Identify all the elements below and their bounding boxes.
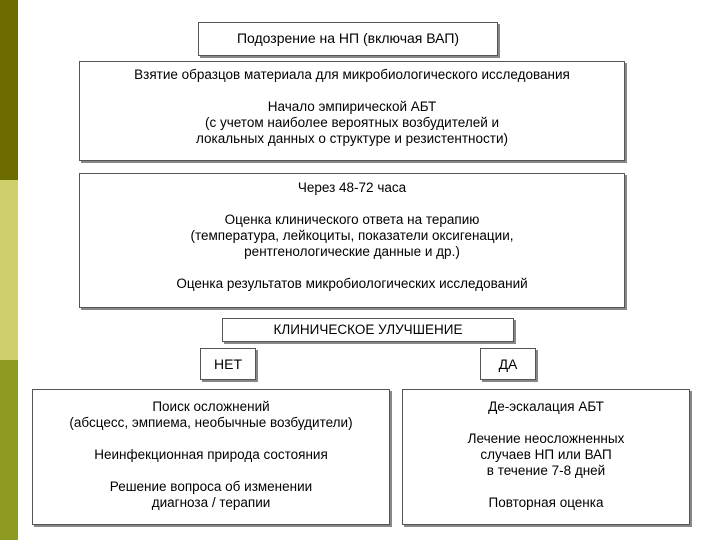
timing-text: Через 48-72 часа [297,180,407,195]
treatment-text-2: случаев НП или ВАП [480,447,612,462]
empiric-abt-note-2: локальных данных о структуре и резистентности) [196,131,508,146]
decor-stripe-middle [0,180,18,360]
clinical-response-title: Оценка клинического ответа на терапию [224,212,480,227]
decor-stripe-top [0,0,18,180]
complications-title: Поиск осложнений [152,399,270,414]
revision-text-1: Решение вопроса об изменении [109,479,313,494]
clinical-response-params-2: рентгенологические данные и др.) [244,244,460,259]
de-escalation-box [402,389,690,525]
decor-stripe-bottom [0,360,18,540]
yes-box [480,348,536,380]
revision-text-2: диагноза / терапии [151,495,271,510]
empiric-abt-note-1: (с учетом наиболее вероятных возбудителей и [204,115,500,130]
no-text: НЕТ [214,356,242,372]
empiric-abt-title: Начало эмпирической АБТ [267,99,437,114]
clinical-improvement-text: КЛИНИЧЕСКОЕ УЛУЧШЕНИЕ [273,322,463,337]
suspicion-text: Подозрение на НП (включая ВАП) [236,30,460,46]
treatment-text-1: Лечение неосложненных [467,431,625,446]
complications-box [32,389,390,525]
microbiology-results-text: Оценка результатов микробиологических исследований [176,276,528,291]
noninfectious-text: Неинфекционная природа состояния [94,447,328,462]
no-box [200,348,256,380]
de-escalation-title: Де-эскалация АБТ [488,399,604,414]
sampling-box [79,61,625,161]
assessment-box [79,173,625,308]
reassessment-text: Повторная оценка [488,495,604,510]
suspicion-box [198,22,498,56]
clinical-response-params-1: (температура, лейкоциты, показатели оксигенации, [190,228,514,243]
sampling-text: Взятие образцов материала для микробиологического исследования [134,67,570,82]
yes-text: ДА [498,356,518,372]
clinical-improvement-box [222,318,514,342]
complications-examples: (абсцесс, эмпиема, необычные возбудители) [69,415,353,430]
treatment-text-3: в течение 7-8 дней [486,463,606,478]
